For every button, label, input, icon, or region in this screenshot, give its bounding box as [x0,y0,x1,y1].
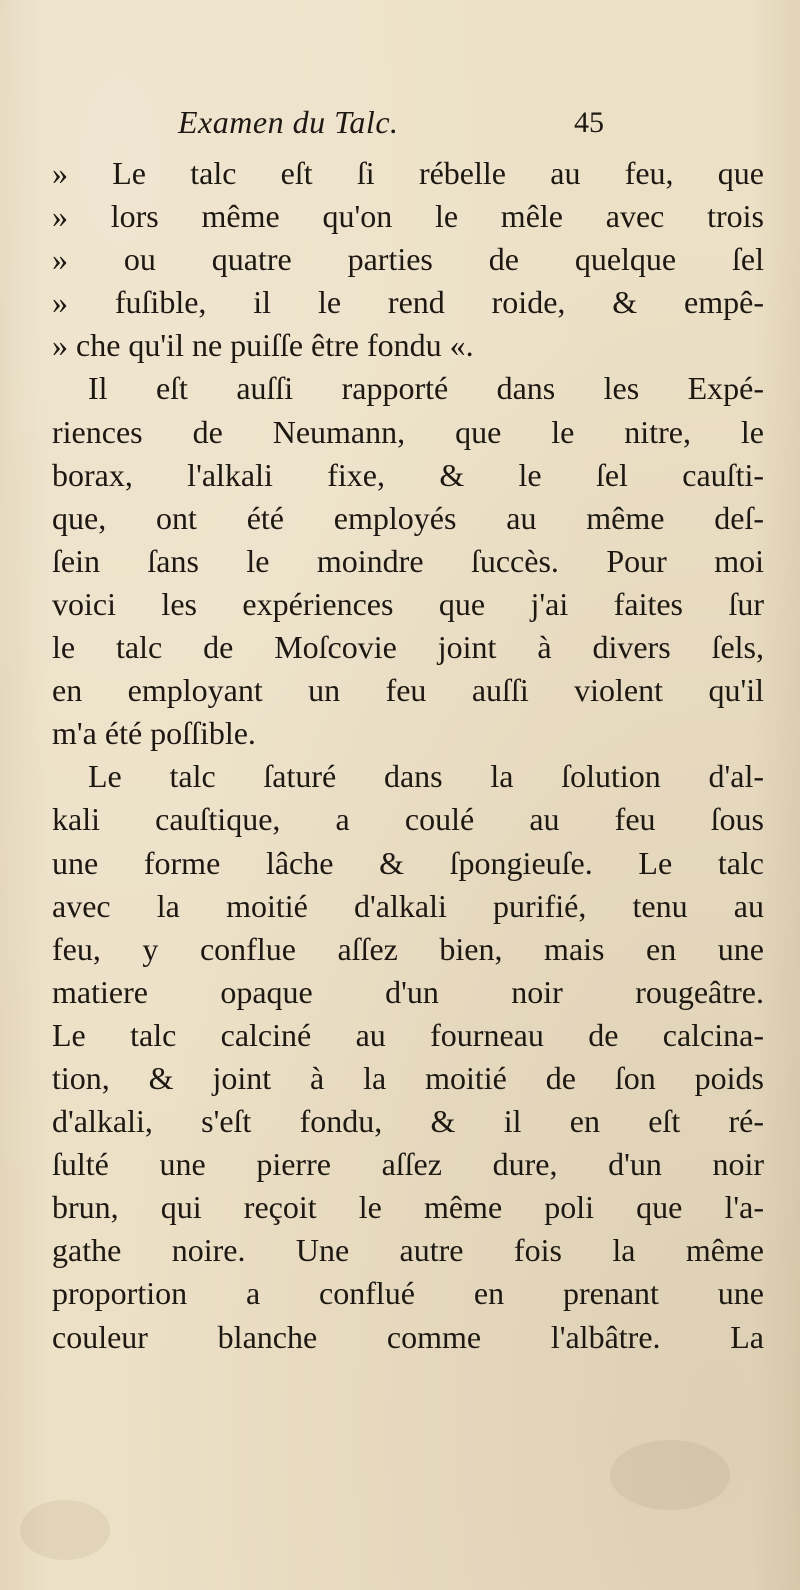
text-line: tion, & joint à la moitié de ſon poids [52,1059,764,1096]
text-line: brun, qui reçoit le même poli que l'a- [52,1189,764,1226]
text-line: riences de Neumann, que le nitre, le [52,413,764,450]
paper-stain [610,1440,730,1510]
text-line: » Le talc eſt ſi rébelle au feu, que [52,155,764,191]
body-text [36,152,764,1359]
text-line: borax, l'alkali fixe, & le ſel cauſti- [52,456,764,493]
text-line: gathe noire. Une autre fois la même [52,1232,764,1269]
text-line: kali cauſtique, a coulé au feu ſous [52,801,764,838]
text-line: avec la moitié d'alkali purifié, tenu au [52,887,764,924]
text-line: voici les expériences que j'ai faites ſur [52,585,764,622]
text-line: matiere opaque d'un noir rougeâtre. [52,973,764,1010]
text-line: m'a été poſſible. [52,715,256,752]
text-line: le talc de Moſcovie joint à divers ſels, [52,629,764,666]
text-line: ſulté une pierre aſſez dure, d'un noir [52,1146,764,1183]
text-line: » fuſible, il le rend roide, & empê- [52,284,764,321]
page-header [170,104,610,144]
paragraph-first-line: Il eſt auſſi rapporté dans les Expé- [88,370,764,407]
text-line: que, ont été employés au même deſ- [52,499,764,536]
page-number: 45 [574,106,604,139]
text-line: » ou quatre parties de quelque ſel [52,241,764,278]
text-line: en employant un feu auſſi violent qu'il [52,672,764,709]
text-line: Le talc calciné au fourneau de calcina- [52,1016,764,1053]
text-line: feu, y conflue aſſez bien, mais en une [52,930,764,967]
text-line: » che qu'il ne puiſſe être fondu «. [52,327,474,364]
running-title: Examen du Talc. [178,104,399,140]
text-line: couleur blanche comme l'albâtre. La [52,1318,764,1355]
text-line: proportion a conflué en prenant une [52,1275,764,1312]
text-line: » lors même qu'on le mêle avec trois [52,198,764,235]
text-line: d'alkali, s'eſt fondu, & il en eſt ré- [52,1103,764,1140]
paragraph-first-line: Le talc ſaturé dans la ſolution d'al- [88,758,764,795]
text-line: une forme lâche & ſpongieuſe. Le talc [52,844,764,881]
paper-stain [20,1500,110,1560]
text-line: ſein ſans le moindre ſuccès. Pour moi [52,542,764,579]
